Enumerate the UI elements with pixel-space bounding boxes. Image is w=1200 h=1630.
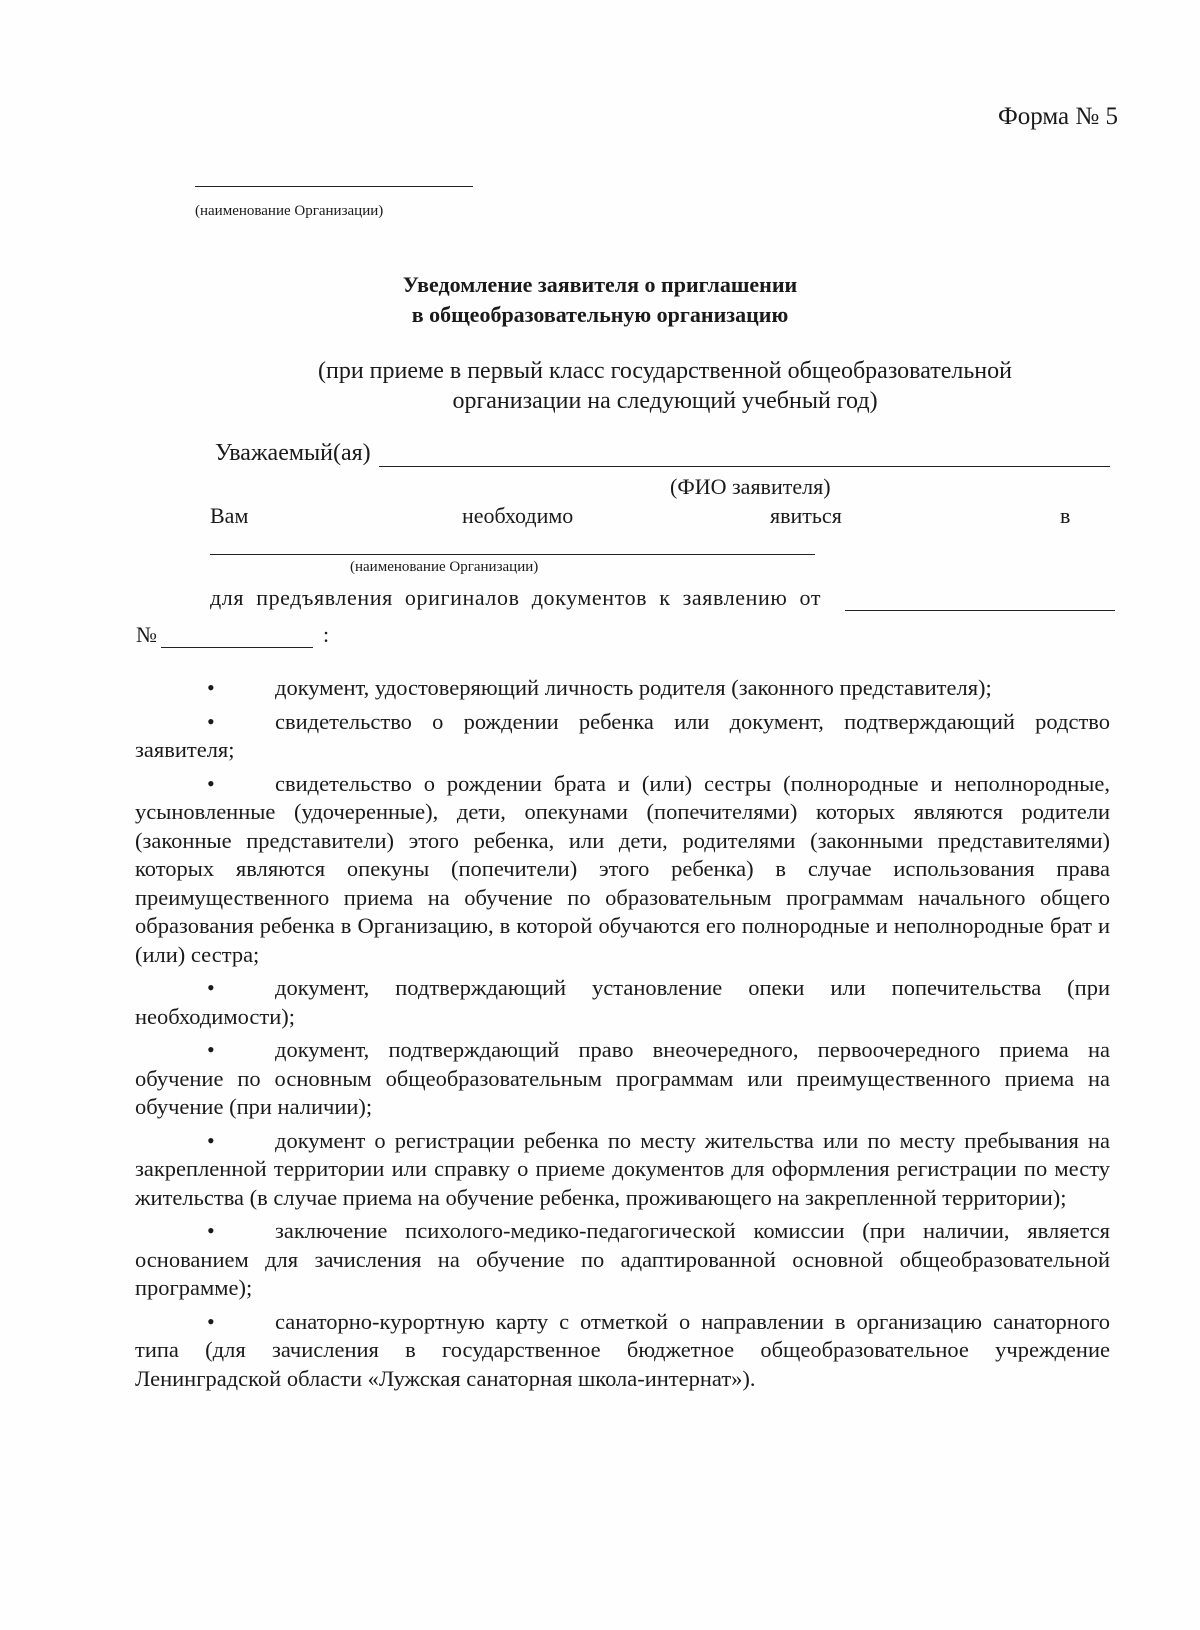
word-yavitsya: явиться bbox=[770, 503, 842, 528]
word-vam: Вам bbox=[210, 503, 249, 528]
organization-name-line-mid bbox=[210, 554, 815, 555]
application-date-line bbox=[845, 590, 1115, 611]
bullet-icon: • bbox=[207, 770, 215, 796]
bullet-icon: • bbox=[207, 675, 215, 700]
organization-name-block-top bbox=[195, 186, 473, 220]
applicant-name-line bbox=[379, 444, 1110, 467]
form-number: Форма № 5 bbox=[998, 103, 1118, 130]
title-line-2: в общеобразовательную организацию bbox=[411, 302, 789, 327]
list-item: • документ, подтверждающий право внеочередного, первоочередного приема на обучение по основным общеобразовательным программам или преимущественного приема на обучение (при наличии); bbox=[135, 1037, 1110, 1119]
list-item: • заключение психолого-медико-педагогической комиссии (при наличии, является основанием для зачисления на обучение по адаптированной основной общеобразовательной программе); bbox=[135, 1218, 1110, 1300]
number-colon: : bbox=[323, 622, 330, 647]
list-item: • свидетельство о рождении ребенка или документ, подтверждающий родство заявителя; bbox=[135, 708, 1110, 762]
bullet-icon: • bbox=[207, 1218, 215, 1243]
list-item: • документ, подтверждающий установление опеки или попечительства (при необходимости); bbox=[135, 975, 1110, 1029]
application-number-row bbox=[136, 622, 329, 648]
list-item: • документ о регистрации ребенка по месту жительства или по месту пребывания на закрепленной территории или справку о приеме документов для оформления регистрации по месту жительства (в случае приема на обучение ребенка, проживающего на закрепленной территории); bbox=[135, 1127, 1110, 1210]
presentation-text: для предъявления оригиналов документов к заявлению от bbox=[210, 585, 822, 610]
document-title bbox=[0, 270, 1200, 330]
bullet-icon: • bbox=[207, 1037, 215, 1062]
title-line-1: Уведомление заявителя о приглашении bbox=[402, 272, 798, 297]
bullet-icon: • bbox=[207, 1127, 215, 1153]
organization-name-line bbox=[195, 186, 473, 187]
bullet-icon: • bbox=[207, 975, 215, 1000]
organization-name-block-mid bbox=[210, 554, 815, 576]
number-sign: № bbox=[136, 622, 157, 647]
application-number-line bbox=[161, 629, 313, 648]
list-item: • документ, удостоверяющий личность родителя (законного представителя); bbox=[135, 674, 1110, 703]
organization-name-caption-mid: (наименование Организации) bbox=[350, 559, 539, 575]
documents-list bbox=[135, 674, 1110, 1398]
word-neobhodimo: необходимо bbox=[462, 503, 574, 528]
bullet-icon: • bbox=[207, 708, 215, 734]
list-item: • санаторно-курортную карту с отметкой о направлении в организацию санаторного типа (для зачисления в государственное бюджетное общеобразовательное учреждение Ленинградской области «Лужская санаторная школа-интернат»). bbox=[135, 1308, 1110, 1391]
greeting-row bbox=[215, 440, 1110, 467]
greeting-label: Уважаемый(ая) bbox=[215, 440, 371, 466]
organization-name-caption: (наименование Организации) bbox=[195, 203, 384, 219]
applicant-name-caption: (ФИО заявителя) bbox=[670, 474, 831, 499]
word-v: в bbox=[1060, 503, 1071, 528]
list-item: • свидетельство о рождении брата и (или) сестры (полнородные и неполнородные, усыновленные (удочеренные), дети, опекунами (попечителями) которых являются родители (законные представители) этого ребенка, или дети, родителями (законными представителями) которых являются опекуны (попечители) этого ребенка) в случае использования права преимущественного приема на обучение по образовательным программам начального общего образования ребенка в Организацию, в которой обучаются его полнородные и неполнородные брат и (или) сестра; bbox=[135, 770, 1110, 967]
document-subtitle: (при приеме в первый класс государственной общеобразовательной организации на следующий учебный год) bbox=[318, 358, 1012, 414]
presentation-row bbox=[210, 585, 1115, 611]
bullet-icon: • bbox=[207, 1308, 215, 1334]
